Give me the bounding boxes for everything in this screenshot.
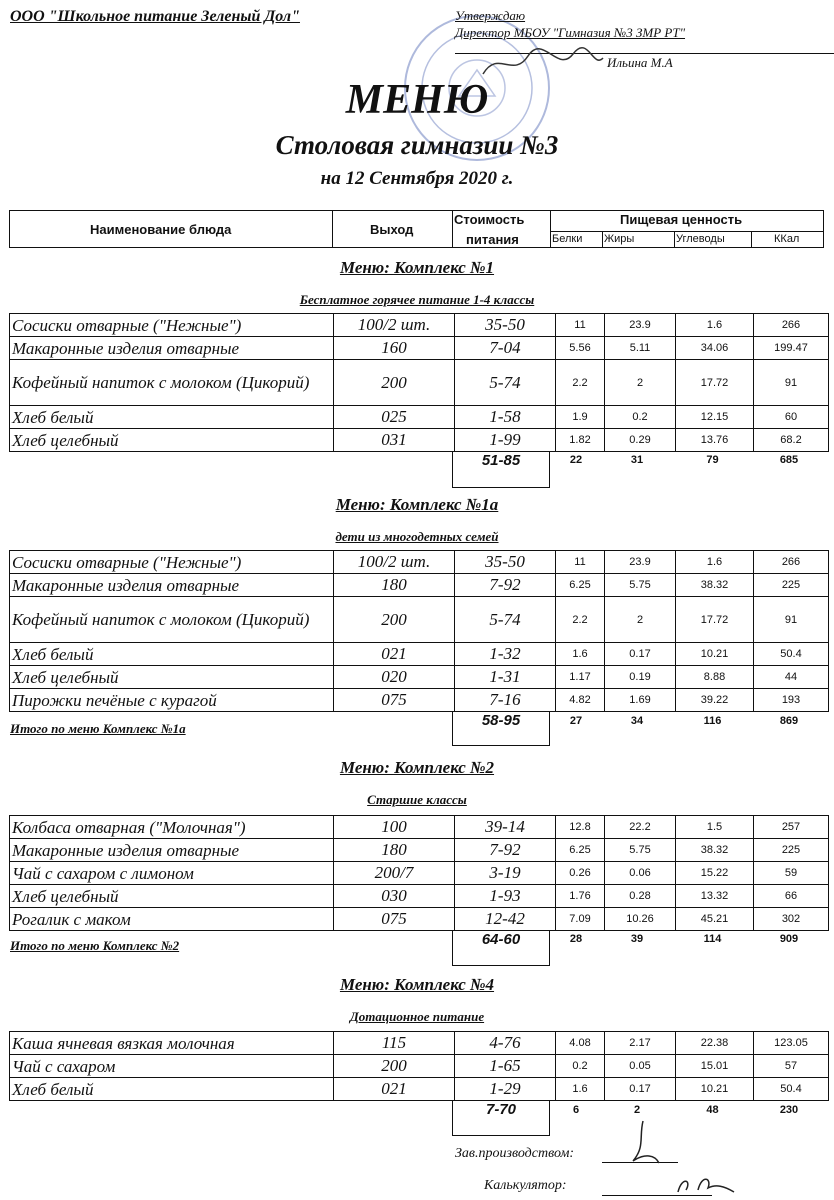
total-price: 51-85 xyxy=(452,452,550,488)
table-row xyxy=(10,574,829,597)
dish-price: 7-92 xyxy=(455,839,556,862)
dish-kcal: 91 xyxy=(754,597,829,643)
dish-fat: 0.28 xyxy=(605,885,676,908)
total-fat: 34 xyxy=(630,715,644,727)
dish-output: 115 xyxy=(334,1032,455,1055)
dish-price: 35-50 xyxy=(455,551,556,574)
dish-protein: 1.82 xyxy=(556,429,605,452)
column-nutrition: Пищевая ценность xyxy=(620,212,743,227)
dish-fat: 0.05 xyxy=(605,1055,676,1078)
dish-name: Хлеб белый xyxy=(10,1078,334,1101)
dish-output: 021 xyxy=(334,643,455,666)
total-fat: 39 xyxy=(630,933,644,945)
dish-fat: 23.9 xyxy=(605,314,676,337)
table-row xyxy=(10,816,829,839)
dish-fat: 0.17 xyxy=(605,643,676,666)
dish-output: 160 xyxy=(334,337,455,360)
dish-price: 12-42 xyxy=(455,908,556,931)
total-label: Итого по меню Комплекс №1а xyxy=(10,721,186,736)
dish-carbs: 10.21 xyxy=(676,643,754,666)
column-price-line1: Стоимость xyxy=(454,212,525,227)
dish-fat: 0.17 xyxy=(605,1078,676,1101)
dish-output: 200 xyxy=(334,360,455,406)
calculator-label: Калькулятор: xyxy=(484,1178,567,1193)
dish-fat: 5.75 xyxy=(605,839,676,862)
dish-kcal: 44 xyxy=(754,666,829,689)
dish-name: Хлеб белый xyxy=(10,643,334,666)
section-subtitle: Старшие классы xyxy=(367,792,467,807)
total-price: 64-60 xyxy=(452,931,550,966)
dish-fat: 0.2 xyxy=(605,406,676,429)
total-label: Итого по меню Комплекс №2 xyxy=(10,938,180,953)
dish-name: Колбаса отварная ("Молочная") xyxy=(10,816,334,839)
dish-name: Макаронные изделия отварные xyxy=(10,337,334,360)
table-row xyxy=(10,360,829,406)
menu-table xyxy=(9,550,829,712)
column-kcal: ККал xyxy=(774,233,800,245)
section-subtitle: дети из многодетных семей xyxy=(335,529,499,544)
dish-kcal: 91 xyxy=(754,360,829,406)
dish-protein: 11 xyxy=(556,551,605,574)
dish-kcal: 193 xyxy=(754,689,829,712)
dish-name: Чай с сахаром с лимоном xyxy=(10,862,334,885)
table-row xyxy=(10,429,829,452)
dish-kcal: 60 xyxy=(754,406,829,429)
dish-kcal: 123.05 xyxy=(754,1032,829,1055)
table-row xyxy=(10,862,829,885)
dish-fat: 0.06 xyxy=(605,862,676,885)
approve-position: Директор МБОУ "Гимназия №3 ЗМР РТ" xyxy=(455,25,686,40)
dish-name: Кофейный напиток с молоком (Цикорий) xyxy=(10,597,334,643)
menu-table xyxy=(9,1031,829,1101)
dish-output: 180 xyxy=(334,574,455,597)
menu-date: на 12 Сентября 2020 г. xyxy=(320,168,514,189)
total-kcal: 909 xyxy=(779,933,799,945)
dish-price: 5-74 xyxy=(455,360,556,406)
total-kcal: 685 xyxy=(779,454,799,466)
total-carbs: 116 xyxy=(703,715,722,727)
dish-protein: 6.25 xyxy=(556,574,605,597)
dish-protein: 5.56 xyxy=(556,337,605,360)
dish-price: 1-93 xyxy=(455,885,556,908)
dish-protein: 4.82 xyxy=(556,689,605,712)
dish-kcal: 302 xyxy=(754,908,829,931)
section-subtitle: Дотационное питание xyxy=(349,1009,485,1024)
dish-output: 021 xyxy=(334,1078,455,1101)
dish-name: Хлеб целебный xyxy=(10,666,334,689)
dish-price: 1-29 xyxy=(455,1078,556,1101)
dish-output: 025 xyxy=(334,406,455,429)
table-row xyxy=(10,314,829,337)
dish-kcal: 199.47 xyxy=(754,337,829,360)
dish-protein: 4.08 xyxy=(556,1032,605,1055)
total-protein: 6 xyxy=(572,1104,580,1116)
total-protein: 28 xyxy=(569,933,583,945)
dish-carbs: 8.88 xyxy=(676,666,754,689)
total-price: 7-70 xyxy=(452,1101,550,1136)
dish-output: 200 xyxy=(334,1055,455,1078)
dish-price: 35-50 xyxy=(455,314,556,337)
dish-fat: 2 xyxy=(605,597,676,643)
table-header xyxy=(9,210,824,248)
column-fat: Жиры xyxy=(604,233,635,245)
total-kcal: 230 xyxy=(779,1104,799,1116)
dish-protein: 11 xyxy=(556,314,605,337)
total-carbs: 79 xyxy=(706,454,719,466)
total-fat: 31 xyxy=(630,454,644,466)
dish-protein: 0.26 xyxy=(556,862,605,885)
column-output: Выход xyxy=(370,222,414,237)
dish-name: Каша ячневая вязкая молочная xyxy=(10,1032,334,1055)
dish-fat: 23.9 xyxy=(605,551,676,574)
dish-price: 3-19 xyxy=(455,862,556,885)
dish-kcal: 66 xyxy=(754,885,829,908)
dish-name: Сосиски отварные ("Нежные") xyxy=(10,314,334,337)
dish-carbs: 1.6 xyxy=(676,551,754,574)
dish-carbs: 15.22 xyxy=(676,862,754,885)
dish-price: 1-32 xyxy=(455,643,556,666)
column-price-line2: питания xyxy=(466,232,519,247)
organization-name: ООО "Школьное питание Зеленый Дол" xyxy=(10,8,300,25)
dish-carbs: 15.01 xyxy=(676,1055,754,1078)
page-subtitle: Столовая гимназии №3 xyxy=(275,130,559,160)
dish-name: Макаронные изделия отварные xyxy=(10,839,334,862)
dish-price: 5-74 xyxy=(455,597,556,643)
dish-fat: 10.26 xyxy=(605,908,676,931)
dish-output: 031 xyxy=(334,429,455,452)
dish-output: 100/2 шт. xyxy=(334,314,455,337)
dish-price: 39-14 xyxy=(455,816,556,839)
table-row xyxy=(10,1078,829,1101)
dish-kcal: 225 xyxy=(754,574,829,597)
table-row xyxy=(10,551,829,574)
section-subtitle: Бесплатное горячее питание 1-4 классы xyxy=(299,292,535,307)
dish-carbs: 38.32 xyxy=(676,839,754,862)
dish-output: 020 xyxy=(334,666,455,689)
dish-carbs: 17.72 xyxy=(676,597,754,643)
dish-name: Рогалик с маком xyxy=(10,908,334,931)
dish-carbs: 10.21 xyxy=(676,1078,754,1101)
table-row xyxy=(10,643,829,666)
dish-price: 1-31 xyxy=(455,666,556,689)
dish-name: Хлеб целебный xyxy=(10,885,334,908)
dish-protein: 7.09 xyxy=(556,908,605,931)
dish-name: Хлеб целебный xyxy=(10,429,334,452)
dish-protein: 0.2 xyxy=(556,1055,605,1078)
dish-output: 200/7 xyxy=(334,862,455,885)
section-title: Меню: Комплекс №2 xyxy=(339,758,495,777)
dish-protein: 6.25 xyxy=(556,839,605,862)
dish-protein: 1.17 xyxy=(556,666,605,689)
column-name: Наименование блюда xyxy=(90,222,232,237)
dish-name: Хлеб белый xyxy=(10,406,334,429)
dish-fat: 1.69 xyxy=(605,689,676,712)
dish-output: 180 xyxy=(334,839,455,862)
dish-output: 075 xyxy=(334,908,455,931)
dish-carbs: 13.32 xyxy=(676,885,754,908)
total-kcal: 869 xyxy=(779,715,799,727)
dish-price: 4-76 xyxy=(455,1032,556,1055)
dish-name: Чай с сахаром xyxy=(10,1055,334,1078)
dish-kcal: 225 xyxy=(754,839,829,862)
dish-price: 1-65 xyxy=(455,1055,556,1078)
total-price: 58-95 xyxy=(452,712,550,746)
dish-protein: 2.2 xyxy=(556,597,605,643)
table-row xyxy=(10,337,829,360)
dish-output: 030 xyxy=(334,885,455,908)
dish-name: Кофейный напиток с молоком (Цикорий) xyxy=(10,360,334,406)
dish-protein: 1.76 xyxy=(556,885,605,908)
table-row xyxy=(10,1055,829,1078)
dish-price: 7-92 xyxy=(455,574,556,597)
column-protein: Белки xyxy=(552,233,583,245)
calculator-signature xyxy=(672,1170,742,1200)
dish-fat: 22.2 xyxy=(605,816,676,839)
dish-price: 7-04 xyxy=(455,337,556,360)
table-row xyxy=(10,689,829,712)
dish-carbs: 13.76 xyxy=(676,429,754,452)
dish-price: 7-16 xyxy=(455,689,556,712)
dish-price: 1-99 xyxy=(455,429,556,452)
approve-word: Утверждаю xyxy=(455,8,526,23)
approve-name: Ильина М.А xyxy=(455,53,834,71)
dish-protein: 1.6 xyxy=(556,643,605,666)
total-fat: 2 xyxy=(633,1104,641,1116)
dish-carbs: 22.38 xyxy=(676,1032,754,1055)
section-title: Меню: Комплекс №1 xyxy=(339,258,495,277)
total-protein: 27 xyxy=(569,715,583,727)
dish-fat: 2.17 xyxy=(605,1032,676,1055)
dish-kcal: 59 xyxy=(754,862,829,885)
page-title: МЕНЮ xyxy=(345,77,489,123)
section-title: Меню: Комплекс №1а xyxy=(335,495,499,514)
table-row xyxy=(10,666,829,689)
dish-protein: 1.9 xyxy=(556,406,605,429)
column-carbs: Углеводы xyxy=(676,233,725,245)
dish-output: 075 xyxy=(334,689,455,712)
table-row xyxy=(10,597,829,643)
dish-carbs: 45.21 xyxy=(676,908,754,931)
dish-fat: 2 xyxy=(605,360,676,406)
dish-kcal: 257 xyxy=(754,816,829,839)
section-title: Меню: Комплекс №4 xyxy=(339,975,495,994)
dish-protein: 1.6 xyxy=(556,1078,605,1101)
table-row xyxy=(10,1032,829,1055)
production-head-label: Зав.производством: xyxy=(455,1146,575,1161)
dish-carbs: 38.32 xyxy=(676,574,754,597)
dish-fat: 0.29 xyxy=(605,429,676,452)
dish-carbs: 34.06 xyxy=(676,337,754,360)
menu-table xyxy=(9,313,829,452)
dish-carbs: 17.72 xyxy=(676,360,754,406)
dish-carbs: 12.15 xyxy=(676,406,754,429)
dish-kcal: 68.2 xyxy=(754,429,829,452)
dish-carbs: 1.5 xyxy=(676,816,754,839)
dish-carbs: 39.22 xyxy=(676,689,754,712)
production-head-signature xyxy=(615,1117,675,1167)
dish-kcal: 266 xyxy=(754,314,829,337)
table-row xyxy=(10,839,829,862)
menu-table xyxy=(9,815,829,931)
dish-carbs: 1.6 xyxy=(676,314,754,337)
dish-name: Сосиски отварные ("Нежные") xyxy=(10,551,334,574)
table-row xyxy=(10,908,829,931)
table-row xyxy=(10,885,829,908)
dish-protein: 12.8 xyxy=(556,816,605,839)
dish-kcal: 50.4 xyxy=(754,1078,829,1101)
dish-price: 1-58 xyxy=(455,406,556,429)
table-row xyxy=(10,406,829,429)
dish-output: 100 xyxy=(334,816,455,839)
dish-output: 200 xyxy=(334,597,455,643)
dish-name: Макаронные изделия отварные xyxy=(10,574,334,597)
dish-fat: 0.19 xyxy=(605,666,676,689)
dish-kcal: 57 xyxy=(754,1055,829,1078)
total-carbs: 48 xyxy=(706,1104,719,1116)
dish-output: 100/2 шт. xyxy=(334,551,455,574)
dish-name: Пирожки печёные с курагой xyxy=(10,689,334,712)
dish-kcal: 50.4 xyxy=(754,643,829,666)
dish-kcal: 266 xyxy=(754,551,829,574)
dish-fat: 5.11 xyxy=(605,337,676,360)
dish-fat: 5.75 xyxy=(605,574,676,597)
dish-protein: 2.2 xyxy=(556,360,605,406)
total-protein: 22 xyxy=(569,454,583,466)
total-carbs: 114 xyxy=(703,933,722,945)
